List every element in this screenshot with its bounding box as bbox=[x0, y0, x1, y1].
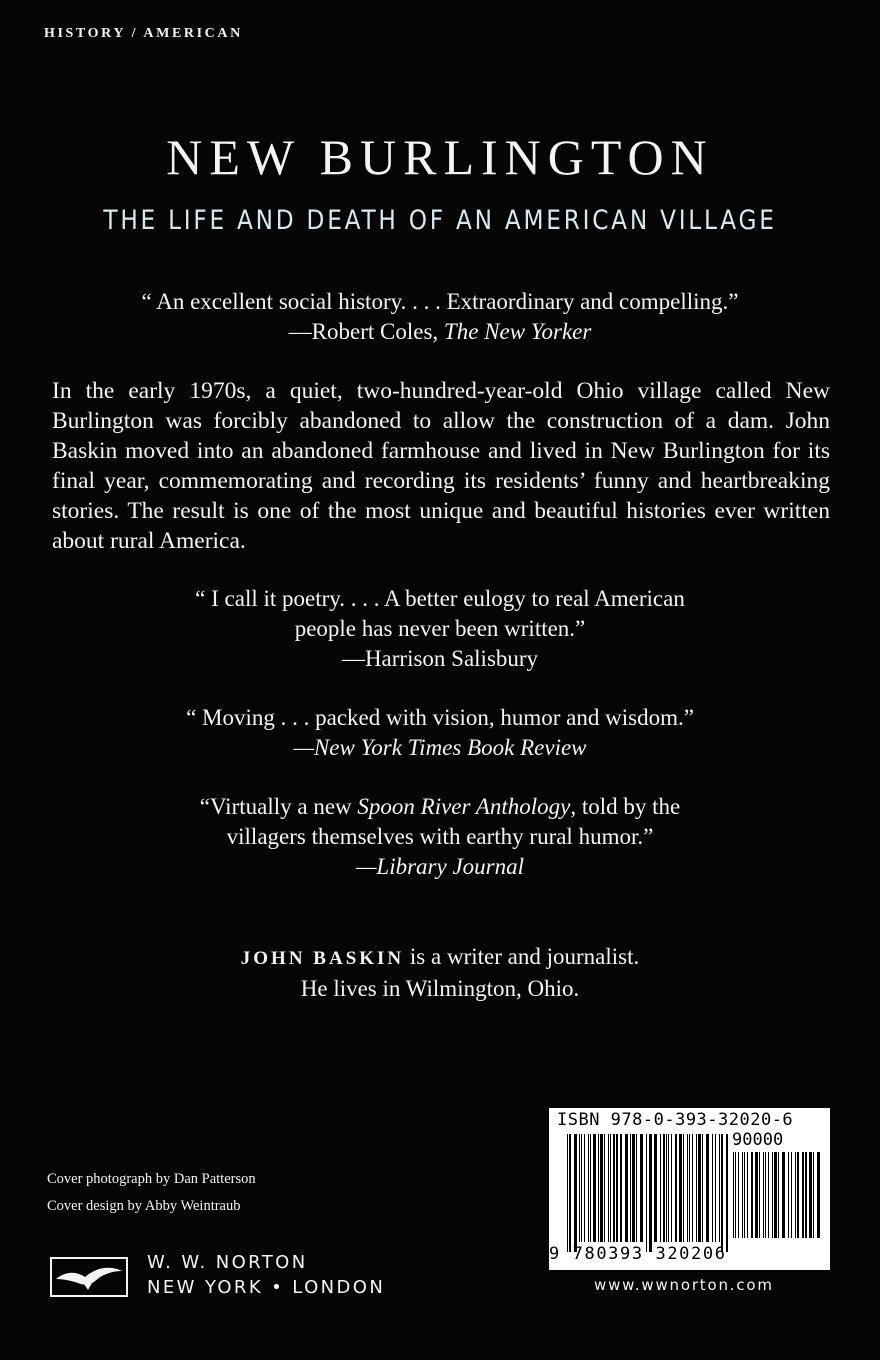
barcode-bar bbox=[698, 1134, 701, 1242]
barcode-bar bbox=[593, 1134, 596, 1242]
barcode-bar bbox=[696, 1134, 697, 1242]
barcode-bar bbox=[600, 1134, 603, 1242]
barcode-bar bbox=[797, 1152, 799, 1238]
barcode-bar bbox=[636, 1134, 637, 1242]
barcode-bar bbox=[721, 1134, 723, 1252]
barcode-bar bbox=[788, 1152, 789, 1238]
barcode-bar bbox=[598, 1134, 599, 1242]
publisher-city: NEW YORK • LONDON bbox=[147, 1277, 386, 1298]
barcode-bar bbox=[768, 1152, 769, 1238]
barcode-bar bbox=[715, 1134, 716, 1242]
review-quote-2 bbox=[40, 584, 840, 674]
price-code: 90000 bbox=[732, 1130, 784, 1150]
barcode-bar bbox=[588, 1134, 589, 1242]
barcode-bar bbox=[590, 1134, 591, 1242]
barcode-bar bbox=[719, 1134, 720, 1242]
barcode-bar bbox=[640, 1134, 643, 1242]
barcode-bar bbox=[646, 1134, 647, 1252]
barcode-bar bbox=[726, 1134, 728, 1252]
review-quote-1 bbox=[40, 287, 840, 347]
barcode-bar bbox=[755, 1152, 758, 1238]
barcode-bar bbox=[579, 1134, 580, 1242]
isbn-barcode bbox=[549, 1108, 830, 1270]
barcode-bar bbox=[763, 1152, 764, 1238]
barcode-bar bbox=[738, 1152, 739, 1238]
addon-barcode-bars-icon bbox=[733, 1152, 825, 1252]
ean-digits: 9 780393 320206 bbox=[549, 1244, 727, 1264]
barcode-bar bbox=[620, 1134, 622, 1242]
quote-text: “ An excellent social history. . . . Extraordinary and compelling.” bbox=[141, 289, 739, 314]
book-title: NEW BURLINGTON bbox=[166, 129, 714, 185]
barcode-bar bbox=[778, 1152, 779, 1238]
barcode-bar bbox=[610, 1134, 611, 1242]
barcode-bar bbox=[679, 1134, 682, 1242]
barcode-bars-icon bbox=[567, 1134, 729, 1252]
barcode-bar bbox=[744, 1152, 745, 1238]
barcode-bar bbox=[817, 1152, 820, 1238]
barcode-bar bbox=[567, 1134, 568, 1252]
publisher-name: W. W. NORTON bbox=[147, 1252, 308, 1273]
quote-text: “ I call it poetry. . . . A better eulogy to real American bbox=[195, 586, 685, 611]
barcode-bar bbox=[569, 1134, 571, 1252]
barcode-bar bbox=[608, 1134, 609, 1242]
barcode-bar bbox=[683, 1134, 684, 1242]
publisher-website: www.wwnorton.com bbox=[594, 1276, 774, 1294]
barcode-bar bbox=[687, 1134, 688, 1242]
quote-text: “Virtually a new Spoon River Anthology, told by the bbox=[199, 794, 681, 819]
barcode-bar bbox=[791, 1152, 792, 1238]
quote-attribution: —Robert Coles, The New Yorker bbox=[288, 319, 592, 344]
publisher-info bbox=[147, 1250, 385, 1300]
description-text: In the early 1970s, a quiet, two-hundred-year-old Ohio village called New Burlington was forcibly abandoned to allow the construction of a dam. John Baskin moved into an abandoned farmhouse and lived in New Burlington for its final year, commemorating and recording its residents’ funny and heartbreaking stories. The result is one of the most unique and beautiful histories ever written about rural America. bbox=[52, 378, 830, 554]
barcode-bar bbox=[671, 1134, 672, 1242]
barcode-bar bbox=[765, 1152, 766, 1238]
barcode-bar bbox=[692, 1134, 693, 1242]
barcode-bar bbox=[795, 1152, 796, 1238]
barcode-bar bbox=[663, 1134, 665, 1242]
category-label: HISTORY / AMERICAN bbox=[44, 26, 243, 41]
review-quote-3 bbox=[40, 703, 840, 763]
barcode-bar bbox=[675, 1134, 677, 1242]
barcode-bar bbox=[805, 1152, 807, 1238]
barcode-bar bbox=[813, 1152, 814, 1238]
author-name: JOHN BASKIN bbox=[240, 948, 405, 969]
barcode-bar bbox=[668, 1134, 669, 1242]
quote-attribution: —New York Times Book Review bbox=[293, 735, 587, 760]
barcode-bar bbox=[774, 1152, 777, 1238]
barcode-bar bbox=[584, 1134, 585, 1242]
barcode-bar bbox=[712, 1134, 713, 1242]
barcode-bar bbox=[616, 1134, 618, 1242]
quote-text: people has never been written.” bbox=[294, 616, 586, 641]
barcode-bar bbox=[604, 1134, 605, 1242]
barcode-bar bbox=[660, 1134, 661, 1242]
barcode-bar bbox=[613, 1134, 615, 1242]
book-description bbox=[52, 376, 830, 556]
quote-text: “ Moving . . . packed with vision, humor and wisdom.” bbox=[186, 705, 694, 730]
barcode-bar bbox=[581, 1134, 582, 1242]
barcode-bar bbox=[574, 1134, 577, 1252]
barcode-bar bbox=[759, 1152, 760, 1238]
barcode-bar bbox=[802, 1152, 804, 1238]
photo-credit: Cover photograph by Dan Patterson bbox=[47, 1171, 256, 1187]
barcode-bar bbox=[649, 1134, 652, 1252]
barcode-bar bbox=[702, 1134, 703, 1242]
barcode-bar bbox=[706, 1134, 709, 1242]
design-credit: Cover design by Abby Weintraub bbox=[47, 1198, 241, 1214]
barcode-bar bbox=[751, 1152, 753, 1238]
barcode-bar bbox=[809, 1152, 812, 1238]
barcode-bar bbox=[654, 1134, 657, 1242]
barcode-bar bbox=[632, 1134, 635, 1242]
barcode-bar bbox=[782, 1152, 785, 1238]
quote-attribution: —Library Journal bbox=[355, 854, 525, 879]
author-bio: JOHN BASKIN is a writer and journalist. He lives in Wilmington, Ohio. bbox=[40, 942, 840, 1004]
barcode-bar bbox=[747, 1152, 748, 1238]
cover-credits bbox=[47, 1166, 256, 1220]
barcode-bar bbox=[630, 1134, 631, 1242]
barcode-bar bbox=[772, 1152, 773, 1238]
review-quote-4 bbox=[40, 792, 840, 882]
seagull-icon bbox=[50, 1257, 128, 1297]
isbn-number: ISBN 978-0-393-32020-6 bbox=[557, 1110, 794, 1130]
barcode-bar bbox=[733, 1152, 734, 1238]
quote-attribution: —Harrison Salisbury bbox=[341, 646, 539, 671]
book-subtitle: THE LIFE AND DEATH OF AN AMERICAN VILLAGE bbox=[103, 205, 777, 236]
barcode-bar bbox=[666, 1134, 667, 1242]
barcode-bar bbox=[735, 1152, 736, 1238]
barcode-bar bbox=[689, 1134, 690, 1242]
quote-text: villagers themselves with earthy rural humor.” bbox=[226, 824, 654, 849]
author-location: He lives in Wilmington, Ohio. bbox=[300, 976, 580, 1001]
barcode-bar bbox=[742, 1152, 743, 1238]
barcode-bar bbox=[625, 1134, 628, 1242]
